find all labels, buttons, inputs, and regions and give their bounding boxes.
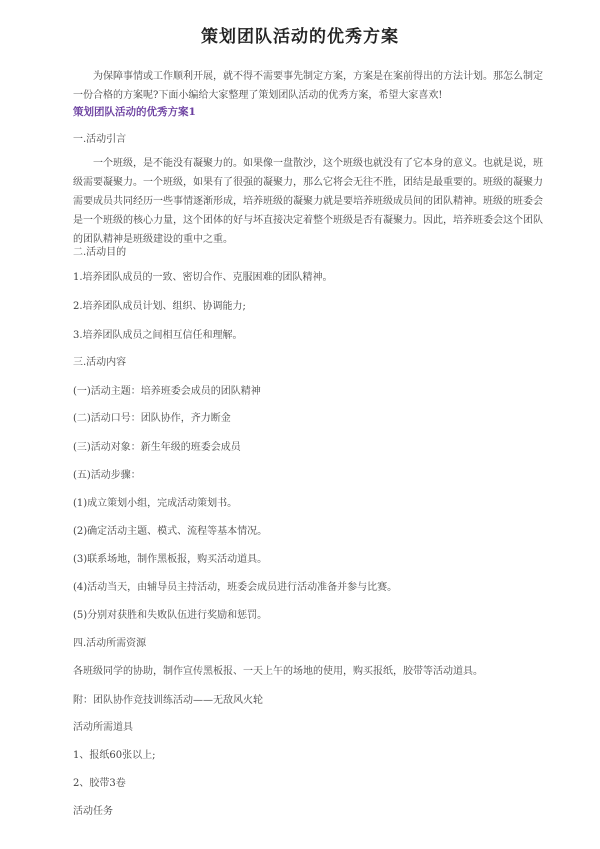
content-item-1: (一)活动主题：培养班委会成员的团队精神 — [73, 386, 261, 397]
step-item-1: (1)成立策划小组，完成活动策划书。 — [73, 498, 238, 509]
step-item-5: (5)分别对获胜和失败队伍进行奖励和惩罚。 — [73, 610, 268, 621]
resources-text: 各班级同学的协助，制作宣传黑板报、一天上午的场地的使用，购买报纸，胶带等活动道具。 — [73, 666, 483, 677]
content-item-3: (三)活动对象：新生年级的班委会成员 — [73, 442, 241, 453]
content-item-2: (二)活动口号：团队协作，齐力断金 — [73, 413, 231, 424]
goal-item-3: 3.培养团队成员之间相互信任和理解。 — [73, 330, 243, 341]
prop-item-2: 2、胶带3卷 — [73, 778, 126, 789]
heading-purpose: 二.活动目的 — [73, 247, 127, 258]
intro-paragraph: 为保障事情或工作顺利开展，就不得不需要事先制定方案，方案是在案前得出的方法计划。那怎么制定一份合格的方案呢?下面小编给大家整理了策划团队活动的优秀方案，希望大家喜欢! — [73, 71, 543, 101]
props-heading: 活动所需道具 — [73, 722, 133, 733]
goal-item-1: 1.培养团队成员的一致、密切合作、克服困难的团队精神。 — [73, 272, 333, 283]
step-item-2: (2)确定活动主题、模式、流程等基本情况。 — [73, 526, 268, 537]
goal-item-2: 2.培养团队成员计划、组织、协调能力; — [73, 301, 246, 312]
paragraph-intro: 一个班级，是不能没有凝聚力的。如果像一盘散沙，这个班级也就没有了它本身的意义。也就是说，班级需要凝聚力。一个班级，如果有了很强的凝聚力，那么它将会无往不胜，团结是最重要的。班级的凝聚力需要成员共同经历一些事情逐渐形成，培养班级的凝聚力就是要培养班级成员间的团队精神。班级的班委会是一个班级的核心力量，这个团体的好与坏直接决定着整个班级是否有凝聚力。因此，培养班委会这个团队的团队精神是班级建设的重中之重。 — [73, 158, 543, 245]
document-title: 策划团队活动的优秀方案 — [201, 27, 399, 47]
task-heading: 活动任务 — [73, 806, 113, 817]
prop-item-1: 1、报纸60张以上; — [73, 750, 156, 761]
content-item-5: (五)活动步骤： — [73, 470, 141, 481]
heading-resources: 四.活动所需资源 — [73, 638, 147, 649]
appendix-line: 附：团队协作竞技训练活动——无敌风火轮 — [73, 695, 263, 706]
step-item-4: (4)活动当天，由辅导员主持活动，班委会成员进行活动准备并参与比赛。 — [73, 582, 398, 593]
heading-content: 三.活动内容 — [73, 357, 127, 368]
heading-intro: 一.活动引言 — [73, 134, 127, 145]
section-heading: 策划团队活动的优秀方案1 — [73, 106, 196, 118]
step-item-3: (3)联系场地，制作黑板报，购买活动道具。 — [73, 554, 268, 565]
